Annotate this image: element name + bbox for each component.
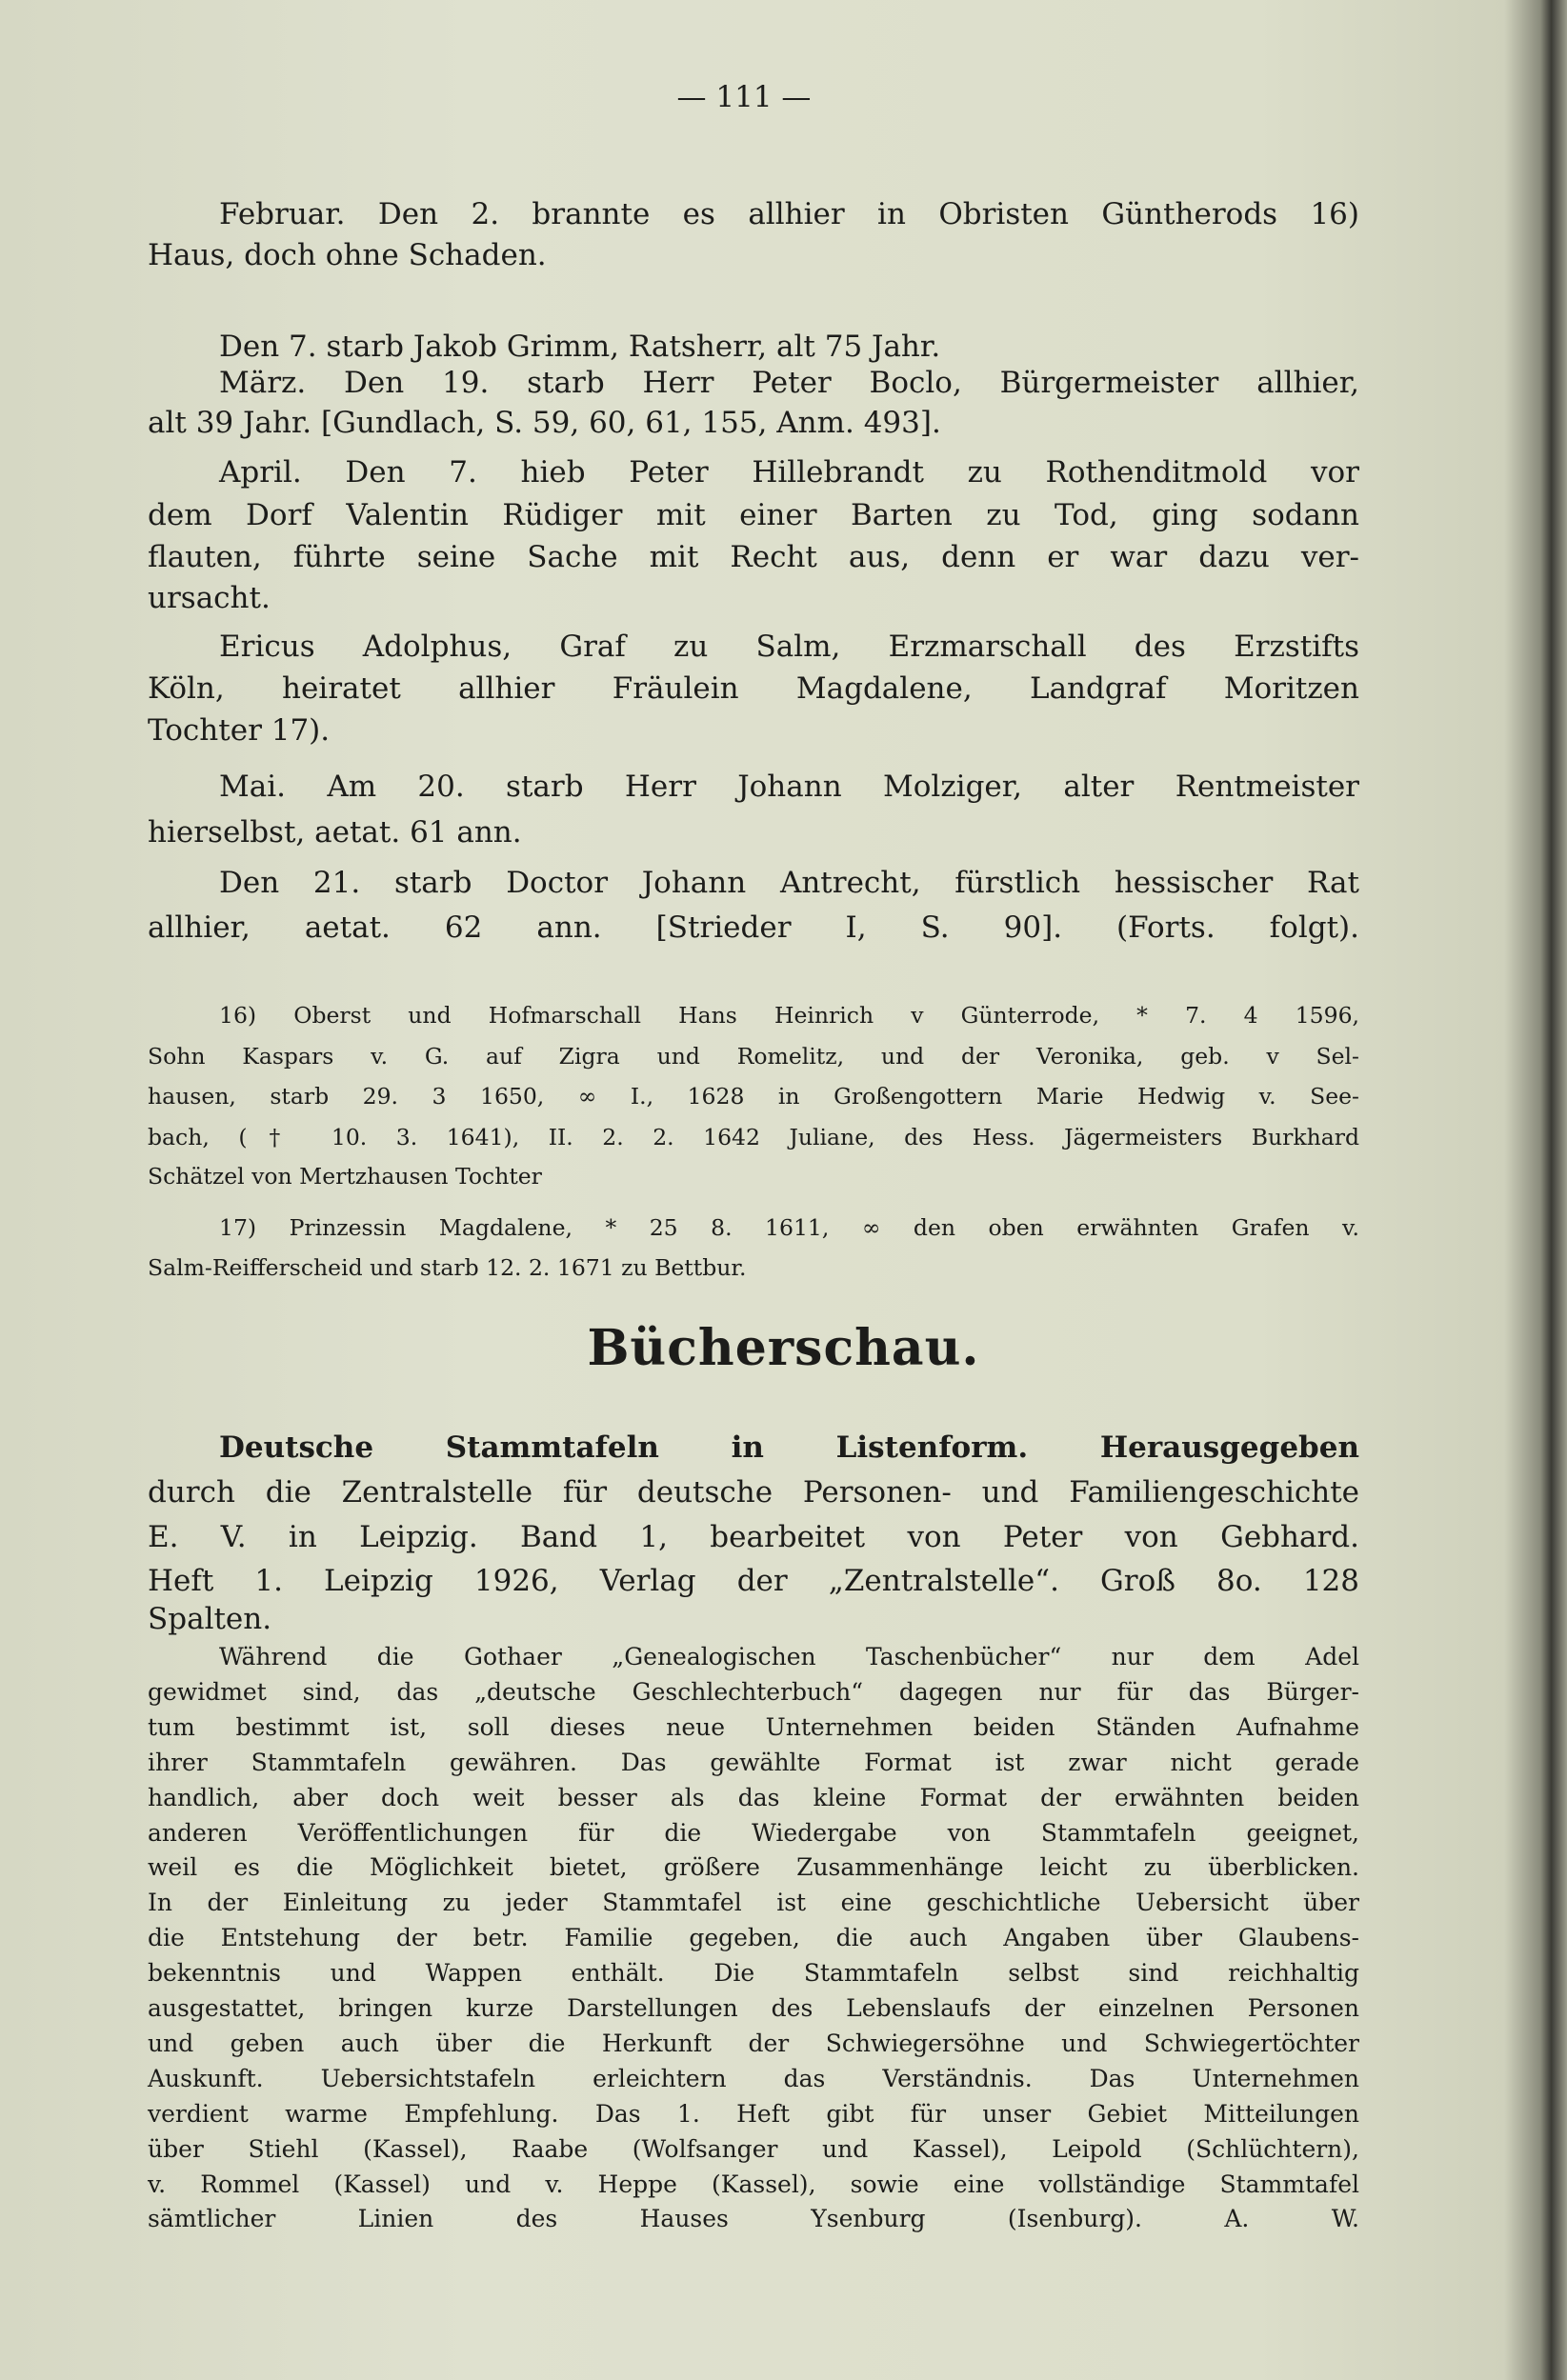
text-line: Den 7. starb Jakob Grimm, Ratsherr, alt 75 Jahr. bbox=[219, 330, 941, 364]
text-line: Mai. Am 20. starb Herr Johann Molziger, alter Rentmeister bbox=[219, 770, 1359, 804]
review-title-line: Spalten. bbox=[148, 1602, 272, 1636]
footnote-line: 16) Oberst und Hofmarschall Hans Heinrich v Günterrode, * 7. 4 1596, bbox=[219, 1002, 1359, 1029]
review-title-line: durch die Zentralstelle für deutsche Personen- und Familiengeschichte bbox=[148, 1475, 1359, 1510]
review-title-line: E. V. in Leipzig. Band 1, bearbeitet von Peter von Gebhard. bbox=[148, 1520, 1359, 1554]
section-heading: Bücherschau. bbox=[587, 1319, 980, 1377]
review-title-line: Deutsche Stammtafeln in Listenform. Herausgegeben bbox=[219, 1430, 1359, 1465]
text-line: Ericus Adolphus, Graf zu Salm, Erzmarschall des Erzstifts bbox=[219, 630, 1359, 664]
review-line: weil es die Möglichkeit bietet, größere Zusammenhänge leicht zu überblicken. bbox=[148, 1853, 1359, 1882]
text-line: April. Den 7. hieb Peter Hillebrandt zu Rothenditmold vor bbox=[219, 455, 1359, 490]
review-line: ausgestattet, bringen kurze Darstellungen des Lebenslaufs der einzelnen Personen bbox=[148, 1994, 1359, 2022]
text-line: flauten, führte seine Sache mit Recht aus, denn er war dazu ver- bbox=[148, 540, 1359, 574]
footnote-line: hausen, starb 29. 3 1650, ∞ I., 1628 in Großengottern Marie Hedwig v. See- bbox=[148, 1083, 1359, 1110]
footnote-line: bach, († 10. 3. 1641), II. 2. 2. 1642 Juliane, des Hess. Jägermeisters Burkhard bbox=[148, 1124, 1359, 1150]
review-line: und geben auch über die Herkunft der Schwiegersöhne und Schwiegertöchter bbox=[148, 2029, 1359, 2057]
review-line: die Entstehung der betr. Familie gegeben, die auch Angaben über Glaubens- bbox=[148, 1924, 1359, 1952]
footnote-line: 17) Prinzessin Magdalene, * 25 8. 1611, ∞ den oben erwähnten Grafen v. bbox=[219, 1214, 1359, 1241]
review-line: sämtlicher Linien des Hauses Ysenburg (Isenburg). A. W. bbox=[148, 2205, 1359, 2233]
text-line: Den 21. starb Doctor Johann Antrecht, fürstlich hessischer Rat bbox=[219, 866, 1359, 900]
text-line: Tochter 17). bbox=[148, 713, 331, 748]
review-title-line: Heft 1. Leipzig 1926, Verlag der „Zentralstelle“. Groß 8o. 128 bbox=[148, 1564, 1359, 1598]
review-line: ihrer Stammtafeln gewähren. Das gewählte Format ist zwar nicht gerade bbox=[148, 1748, 1359, 1776]
review-line: Während die Gothaer „Genealogischen Taschenbücher“ nur dem Adel bbox=[219, 1643, 1359, 1670]
review-line: anderen Veröffentlichungen für die Wiedergabe von Stammtafeln geeignet, bbox=[148, 1818, 1359, 1847]
text-line: ursacht. bbox=[148, 581, 271, 615]
page-number: — 111 — bbox=[676, 80, 812, 114]
footnote-line: Schätzel von Mertzhausen Tochter bbox=[148, 1163, 542, 1190]
review-line: bekenntnis und Wappen enthält. Die Stammtafeln selbst sind reichhaltig bbox=[148, 1959, 1359, 1988]
review-line: In der Einleitung zu jeder Stammtafel ist eine geschichtliche Uebersicht über bbox=[148, 1889, 1359, 1917]
text-line: hierselbst, aetat. 61 ann. bbox=[148, 815, 522, 850]
text-line: dem Dorf Valentin Rüdiger mit einer Barten zu Tod, ging sodann bbox=[148, 498, 1359, 532]
text-line: Februar. Den 2. brannte es allhier in Obristen Güntherods 16) bbox=[219, 197, 1359, 231]
review-line: gewidmet sind, das „deutsche Geschlechterbuch“ dagegen nur für das Bürger- bbox=[148, 1677, 1359, 1706]
text-line: März. Den 19. starb Herr Peter Boclo, Bürgermeister allhier, bbox=[219, 366, 1359, 400]
review-line: verdient warme Empfehlung. Das 1. Heft gibt für unser Gebiet Mitteilungen bbox=[148, 2099, 1359, 2128]
footnote-line: Salm-Reifferscheid und starb 12. 2. 1671 zu Bettbur. bbox=[148, 1254, 747, 1281]
text-line: allhier, aetat. 62 ann. [Strieder I, S. 90]. (Forts. folgt). bbox=[148, 910, 1359, 945]
review-line: v. Rommel (Kassel) und v. Heppe (Kassel), sowie eine vollständige Stammtafel bbox=[148, 2170, 1359, 2198]
review-line: Auskunft. Uebersichtstafeln erleichtern das Verständnis. Das Unternehmen bbox=[148, 2064, 1359, 2092]
text-line: Haus, doch ohne Schaden. bbox=[148, 238, 547, 272]
footnote-line: Sohn Kaspars v. G. auf Zigra und Romelitz, und der Veronika, geb. v Sel- bbox=[148, 1043, 1359, 1070]
review-line: tum bestimmt ist, soll dieses neue Unternehmen beiden Ständen Aufnahme bbox=[148, 1712, 1359, 1741]
review-line: über Stiehl (Kassel), Raabe (Wolfsanger und Kassel), Leipold (Schlüchtern), bbox=[148, 2134, 1359, 2163]
review-line: handlich, aber doch weit besser als das kleine Format der erwähnten beiden bbox=[148, 1783, 1359, 1811]
text-line: alt 39 Jahr. [Gundlach, S. 59, 60, 61, 155, Anm. 493]. bbox=[148, 406, 941, 440]
text-line: Köln, heiratet allhier Fräulein Magdalene, Landgraf Moritzen bbox=[148, 671, 1359, 706]
